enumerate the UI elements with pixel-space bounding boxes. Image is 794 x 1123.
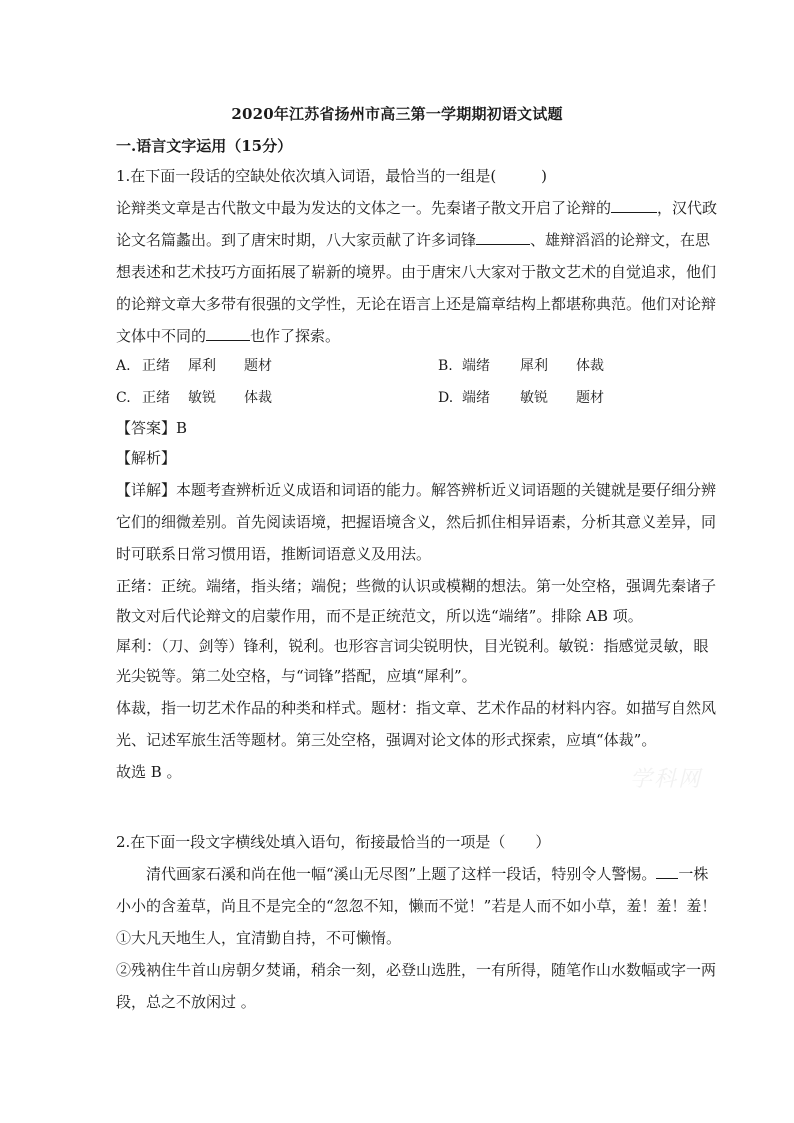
fill-blank-3 — [206, 326, 250, 341]
document-title: 2020年江苏省扬州市高三第一学期期初语文试题 — [231, 105, 563, 123]
q1-passage-text: 也作了探索。 — [250, 327, 341, 345]
q1-passage-line-1 — [116, 198, 717, 218]
watermark: 学科网 — [630, 767, 703, 792]
analysis-heading: 【解析】 — [116, 449, 177, 467]
q2-passage-line-2: 小小的含羞草，尚且不是完全的“忽忽不知，懒而不觉！”若是人而不如小草，羞！羞！羞！ — [116, 897, 717, 915]
q2-passage-line-1 — [116, 864, 708, 884]
option-a: A. 正绪 犀利 题材 — [116, 358, 272, 374]
option-c: C. 正绪 敏锐 体裁 — [116, 390, 272, 406]
q1-passage-line-4: 的论辩文章大多带有很强的文学性，无论在语言上还是篇章结构上都堪称典范。他们对论辩 — [116, 295, 717, 313]
fill-blank-2 — [476, 230, 530, 245]
q2-item-2b: 段，总之不放闲过 。 — [116, 993, 256, 1011]
option-d: D. 端绪 敏锐 题材 — [438, 390, 604, 406]
explanation-3b: 光、记述军旅生活等题材。第三处空格，强调对论文体的形式探索，应填“体裁”。 — [116, 731, 657, 749]
explanation-2b: 光尖锐等。第二处空格，与“词锋”搭配，应填“犀利”。 — [116, 667, 477, 685]
explanation-1b: 散文对后代论辩文的启蒙作用，而不是正统范文，所以选“端绪”。排除 AB 项。 — [116, 607, 643, 625]
explanation-3a: 体裁，指一切艺术作品的种类和样式。题材：指文章、艺术作品的材料内容。如描写自然风 — [116, 699, 717, 717]
explanation-2a: 犀利：（刀、剑等）锋利，锐利。也形容言词尖锐明快，目光锐利。敏锐：指感觉灵敏，眼 — [116, 637, 709, 655]
q2-stem: 2.在下面一段文字横线处填入语句，衔接最恰当的一项是（ ） — [116, 833, 551, 851]
detail-line-2: 它们的细微差别。首先阅读语境，把握语境含义，然后抓住相异语素，分析其意义差异，同 — [116, 513, 717, 531]
explanation-1a: 正绪：正统。端绪，指头绪；端倪；些微的认识或模糊的想法。第一处空格，强调先秦诸子 — [116, 577, 717, 595]
fill-blank-1 — [611, 198, 657, 213]
q2-item-2a: ②残衲住牛首山房朝夕焚诵，稍余一刻，必登山选胜，一有所得，随笔作山水数幅或字一两 — [116, 961, 717, 979]
q1-passage-text: 、雄辩滔滔的论辩文，在思 — [530, 231, 711, 249]
q1-stem: 1.在下面一段话的空缺处依次填入词语，最恰当的一组是( ) — [116, 167, 548, 185]
q2-passage-text: 一株 — [678, 865, 709, 883]
q1-passage-line-5 — [116, 326, 340, 346]
q1-passage-text: 文体中不同的 — [116, 327, 207, 345]
q2-passage-text: 清代画家石溪和尚在他一幅“溪山无尽图”上题了这样一段话，特别令人警惕。 — [116, 865, 657, 883]
fill-blank-q2 — [656, 864, 678, 879]
q1-passage-text: 论辩类文章是古代散文中最为发达的文体之一。先秦诸子散文开启了论辩的 — [116, 199, 612, 217]
conclusion-line: 故选 B 。 — [116, 763, 182, 781]
q1-passage-line-3: 想表述和艺术技巧方面拓展了崭新的境界。由于唐宋八大家对于散文艺术的自觉追求，他们 — [116, 263, 717, 281]
q1-passage-line-2 — [116, 230, 710, 250]
q1-passage-text: ，汉代政 — [657, 199, 718, 217]
detail-line-1: 【详解】本题考查辨析近义成语和词语的能力。解答辨析近义词语题的关键就是要仔细分辨 — [116, 481, 717, 499]
q2-item-1: ①大凡天地生人，宜清勤自持，不可懒惰。 — [116, 929, 402, 947]
detail-line-3: 时可联系日常习惯用语，推断词语意义及用法。 — [116, 545, 432, 563]
q1-passage-text: 论文名篇蠡出。到了唐宋时期，八大家贡献了许多词锋 — [116, 231, 477, 249]
answer-line: 【答案】B — [116, 419, 188, 437]
option-b: B. 端绪 犀利 体裁 — [438, 358, 604, 374]
section-heading: 一.语言文字运用（15分） — [116, 137, 293, 155]
